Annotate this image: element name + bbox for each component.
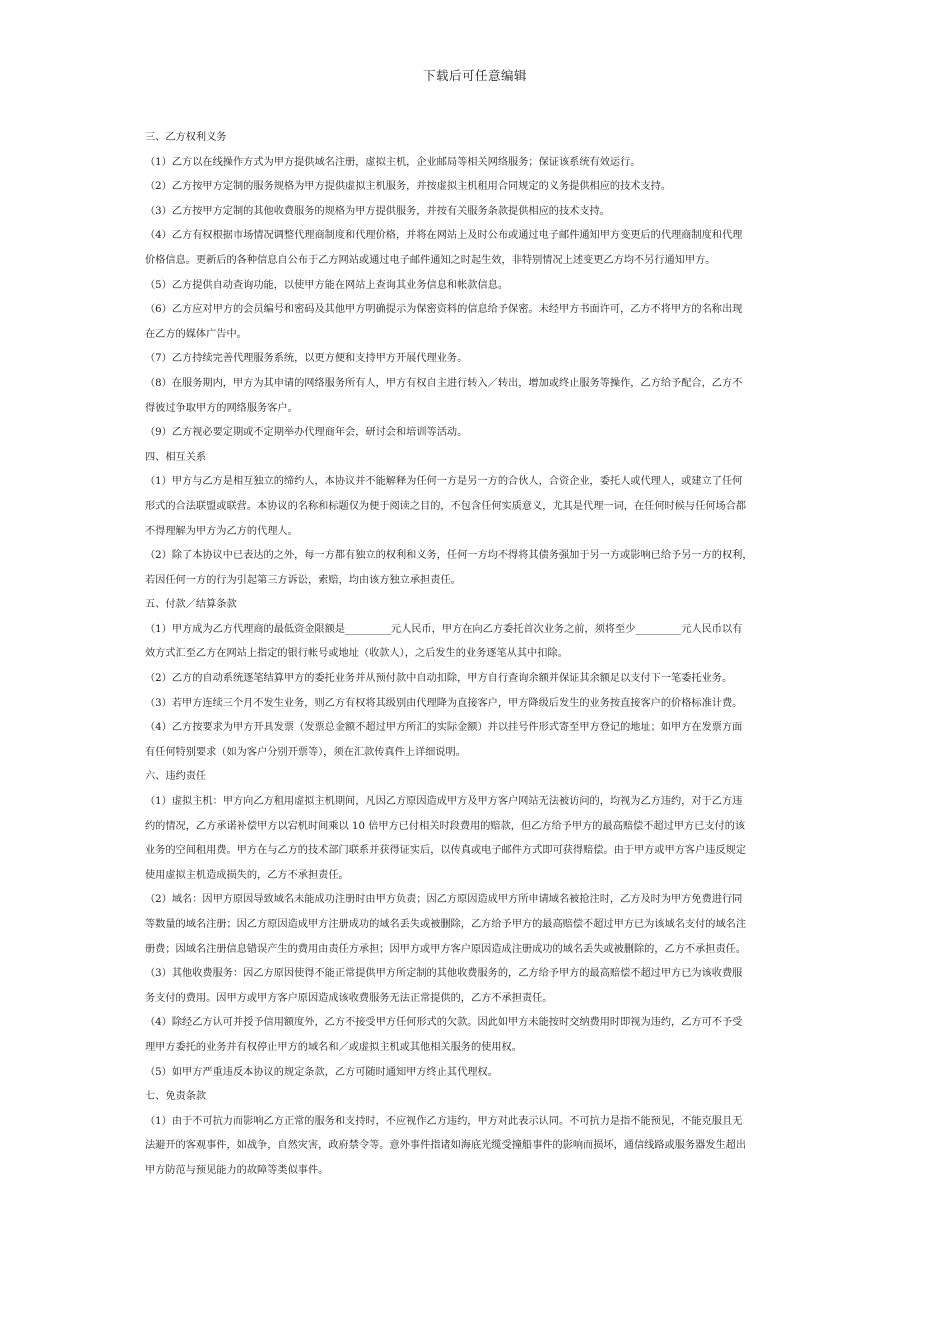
text-line: （4）乙方按要求为甲方开具发票（发票总金额不超过甲方所汇的实际金额）并以挂号件形式寄至甲方登记的地址；如甲方在发票方面 — [145, 722, 743, 734]
text-line: 业务的空间租用费。甲方在与乙方的技术部门联系并获得证实后，以传真或电子邮件方式即可获得赔偿。由于甲方或甲方客户违反规定 — [145, 845, 747, 857]
text-line — [145, 1184, 805, 1209]
text-line: 形式的合法联盟或联营。本协议的名称和标题仅为便于阅读之目的，不包含任何实质意义，尤其是代理一词，在任何时候与任何场合都 — [145, 500, 747, 512]
text-line: 约的情况，乙方承诺补偿甲方以宕机时间乘以 10 倍甲方已付相关时段费用的赔款，但乙方给予甲方的最高赔偿不超过甲方已支付的该 — [145, 820, 746, 832]
text-line: 册费；因域名注册信息错误产生的费用由责任方承担；因甲方或甲方客户原因造成注册成功的域名丢失或被删除的，乙方不承担责任。 — [145, 943, 747, 955]
text-line: （1）由于不可抗力而影响乙方正常的服务和支持时，不应视作乙方违约，甲方对此表示认同。不可抗力是指不能预见，不能克服且无 — [145, 1115, 743, 1127]
text-line: （1）乙方以在线操作方式为甲方提供域名注册，虚拟主机，企业邮局等相关网络服务；保证该系统有效运行。 — [145, 156, 641, 168]
text-line: （9）乙方视必要定期或不定期举办代理商年会，研讨会和培训等活动。 — [145, 427, 468, 439]
text-line: 若因任何一方的行为引起第三方诉讼，索赔，均由该方独立承担责任。 — [145, 574, 461, 586]
text-line: （3）若甲方连续三个月不发生业务，则乙方有权将其级别由代理降为直接客户，甲方降级后发生的业务按直接客户的价格标准计费。 — [145, 697, 743, 709]
text-line: （1）虚拟主机：甲方向乙方租用虚拟主机期间，凡因乙方原因造成甲方及甲方客户网站无法被访问的，均视为乙方违约，对于乙方违 — [145, 796, 743, 808]
section-heading-5: 五、付款／结算条款 — [145, 599, 237, 611]
text-line: （2）乙方的自动系统逐笔结算甲方的委托业务并从预付款中自动扣除，甲方自行查询余额并保证其余额足以支付下一笔委托业务。 — [145, 673, 733, 685]
text-line: （3）其他收费服务：因乙方原因使得不能正常提供甲方所定制的其他收费服务的，乙方给予甲方的最高赔偿不超过甲方已为该收费服 — [145, 968, 743, 980]
text-line: （5）如甲方严重违反本协议的规定条款，乙方可随时通知甲方终止其代理权。 — [145, 1066, 498, 1078]
text-line: （4）乙方有权根据市场情况调整代理商制度和代理价格，并将在网站上及时公布或通过电子邮件通知甲方变更后的代理商制度和代理 — [145, 230, 743, 242]
text-line: 务支付的费用。因甲方或甲方客户原因造成该收费服务无法正常提供的，乙方不承担责任。 — [145, 992, 553, 1004]
text-line: （4）除经乙方认可并授予信用额度外，乙方不接受甲方任何形式的欠款。因此如甲方未能按时交纳费用时即视为违约，乙方可不予受 — [145, 1017, 743, 1029]
section-heading-7: 七、免责条款 — [145, 1091, 207, 1103]
text-line: （3）乙方按甲方定制的其他收费服务的规格为甲方提供服务，并按有关服务条款提供相应的技术支持。 — [145, 205, 610, 217]
text-line: 等数量的域名注册；因乙方原因造成甲方注册成功的域名丢失或被删除，乙方给予甲方的最高赔偿不超过甲方已为该域名支付的域名注 — [145, 919, 747, 930]
text-line: 不得理解为甲方为乙方的代理人。 — [145, 525, 298, 537]
document-body — [145, 126, 805, 1208]
text-line: 价格信息。更新后的各种信息自公布于乙方网站或通过电子邮件通知之时起生效，非特别情况上述变更乙方均不另行通知甲方。 — [145, 254, 716, 266]
text-line: （2）除了本协议中已表达的之外，每一方都有独立的权利和义务，任何一方均不得将其债务强加于另一方或影响已给予另一方的权利， — [145, 550, 753, 562]
text-line: 使用虚拟主机造成损失的，乙方不承担责任。 — [145, 869, 349, 881]
text-line: （1）甲方与乙方是相互独立的缔约人，本协议并不能解释为任何一方是另一方的合伙人，合资企业，委托人或代理人，或建立了任何 — [145, 476, 743, 488]
text-line: （8）在服务期内，甲方为其申请的网络服务所有人，甲方有权自主进行转入／转出，增加或终止服务等操作，乙方给予配合，乙方不 — [145, 377, 743, 389]
text-line: 效方式汇至乙方在网站上指定的银行帐号或地址（收款人），之后发生的业务逐笔从其中扣除。 — [145, 648, 568, 660]
text-line: （6）乙方应对甲方的会员编号和密码及其他甲方明确提示为保密资料的信息给予保密。未经甲方书面许可，乙方不将甲方的名称出现 — [145, 304, 743, 316]
page-header: 下载后可任意编辑 — [422, 68, 527, 83]
text-line: （7）乙方持续完善代理服务系统，以更方便和支持甲方开展代理业务。 — [145, 353, 468, 365]
text-line: （5）乙方提供自动查询功能，以使甲方能在网站上查询其业务信息和帐款信息。 — [145, 279, 509, 291]
text-line: （2）域名：因甲方原因导致域名未能成功注册时由甲方负责；因乙方原因造成甲方所申请域名被抢注时，乙方及时为甲方免费进行同 — [145, 894, 743, 906]
text-line: 法避开的客观事件，如战争，自然灾害，政府禁令等。意外事件指诸如海底光缆受撞船事件的影响而损坏，通信线路或服务器发生超出 — [145, 1140, 747, 1152]
text-line: 理甲方委托的业务并有权停止甲方的域名和／或虚拟主机或其他相关服务的使用权。 — [145, 1041, 522, 1053]
section-heading-6: 六、违约责任 — [145, 771, 207, 783]
text-line: （1）甲方成为乙方代理商的最低资金限额是_________元人民币，甲方在向乙方委托首次业务之前，须将至少_________元人民币以有 — [145, 623, 743, 635]
text-line: 有任何特别要求（如为客户分别开票等），须在汇款传真件上详细说明。 — [145, 746, 466, 758]
section-heading-4: 四、相互关系 — [145, 451, 207, 463]
text-line: （2）乙方按甲方定制的服务规格为甲方提供虚拟主机服务，并按虚拟主机租用合同规定的义务提供相应的技术支持。 — [145, 181, 672, 193]
section-heading-3: 三、乙方权利义务 — [145, 132, 227, 143]
text-line: 甲方防范与预见能力的故障等类似事件。 — [145, 1164, 329, 1176]
text-line: 在乙方的媒体广告中。 — [145, 328, 247, 340]
text-line: 得彼过争取甲方的网络服务客户。 — [145, 402, 298, 414]
